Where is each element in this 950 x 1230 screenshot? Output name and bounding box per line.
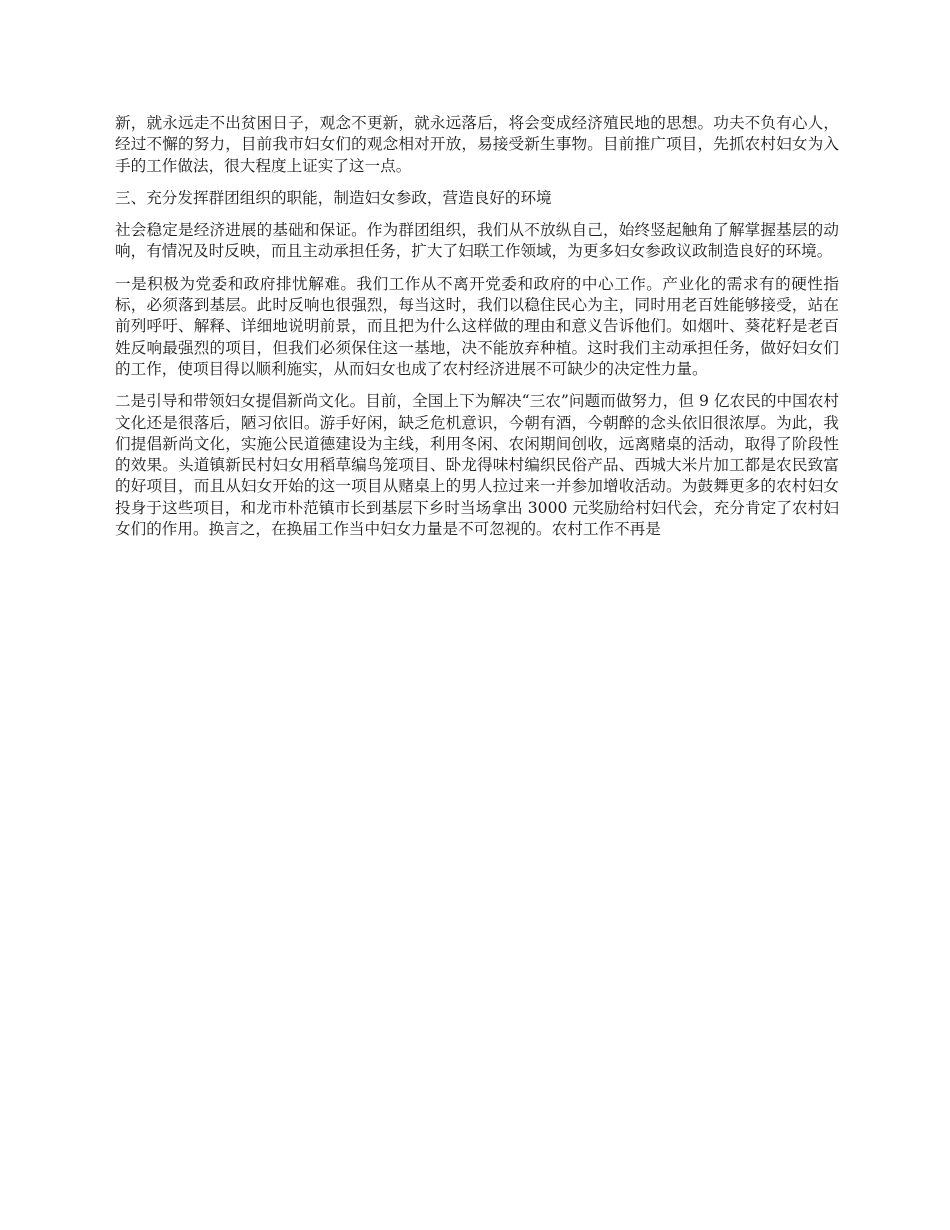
document-page <box>115 113 839 551</box>
paragraph-intro-continuation: 新，就永远走不出贫困日子，观念不更新，就永远落后，将会变成经济殖民地的思想。功夫不负有心人，经过不懈的努力，目前我市妇女们的观念相对开放，易接受新生事物。目前推广项目，先抓农村妇女为入手的工作做法，很大程度上证实了这一点。 <box>115 114 839 175</box>
section-heading-3: 三、充分发挥群团组织的职能，制造妇女参政，营造良好的环境 <box>115 188 552 207</box>
paragraph-point-one: 一是积极为党委和政府排忧解难。我们工作从不离开党委和政府的中心工作。产业化的需求有的硬性指标，必须落到基层。此时反响也很强烈，每当这时，我们以稳住民心为主，同时用老百姓能够接受，站在前列呼吁、解释、详细地说明前景，而且把为什么这样做的理由和意义告诉他们。如烟叶、葵花籽是老百姓反响最强烈的项目，但我们必须保住这一基地，决不能放弃种植。这时我们主动承担任务，做好妇女们的工作，使项目得以顺利施实，从而妇女也成了农村经济进展不可缺少的决定性力量。 <box>115 274 839 378</box>
paragraph-point-two: 二是引导和带领妇女提倡新尚文化。目前，全国上下为解决“三农”问题而做努力，但 9 亿农民的中国农村文化还是很落后，陋习依旧。游手好闲，缺乏危机意识，今朝有酒，今朝醉的念头依旧很浓厚。为此，我们提倡新尚文化，实施公民道德建设为主线，利用冬闲、农闲期间创收，远离赌桌的活动，取得了阶段性的效果。头道镇新民村妇女用稻草编鸟笼项目、卧龙得味村编织民俗产品、西城大米片加工都是农民致富的好项目，而且从妇女开始的这一项目从赌桌上的男人拉过来一并参加增收活动。为鼓舞更多的农村妇女投身于这些项目，和龙市朴范镇市长到基层下乡时当场拿出 3000 元奖励给村妇代会，充分肯定了农村妇女们的作用。换言之，在换届工作当中妇女力量是不可忽视的。农村工作不再是 <box>115 392 839 539</box>
paragraph-social-stability: 社会稳定是经济进展的基础和保证。作为群团组织，我们从不放纵自己，始终竖起触角了解掌握基层的动响，有情况及时反映，而且主动承担任务，扩大了妇联工作领域，为更多妇女参政议政制造良好的环境。 <box>115 221 839 261</box>
